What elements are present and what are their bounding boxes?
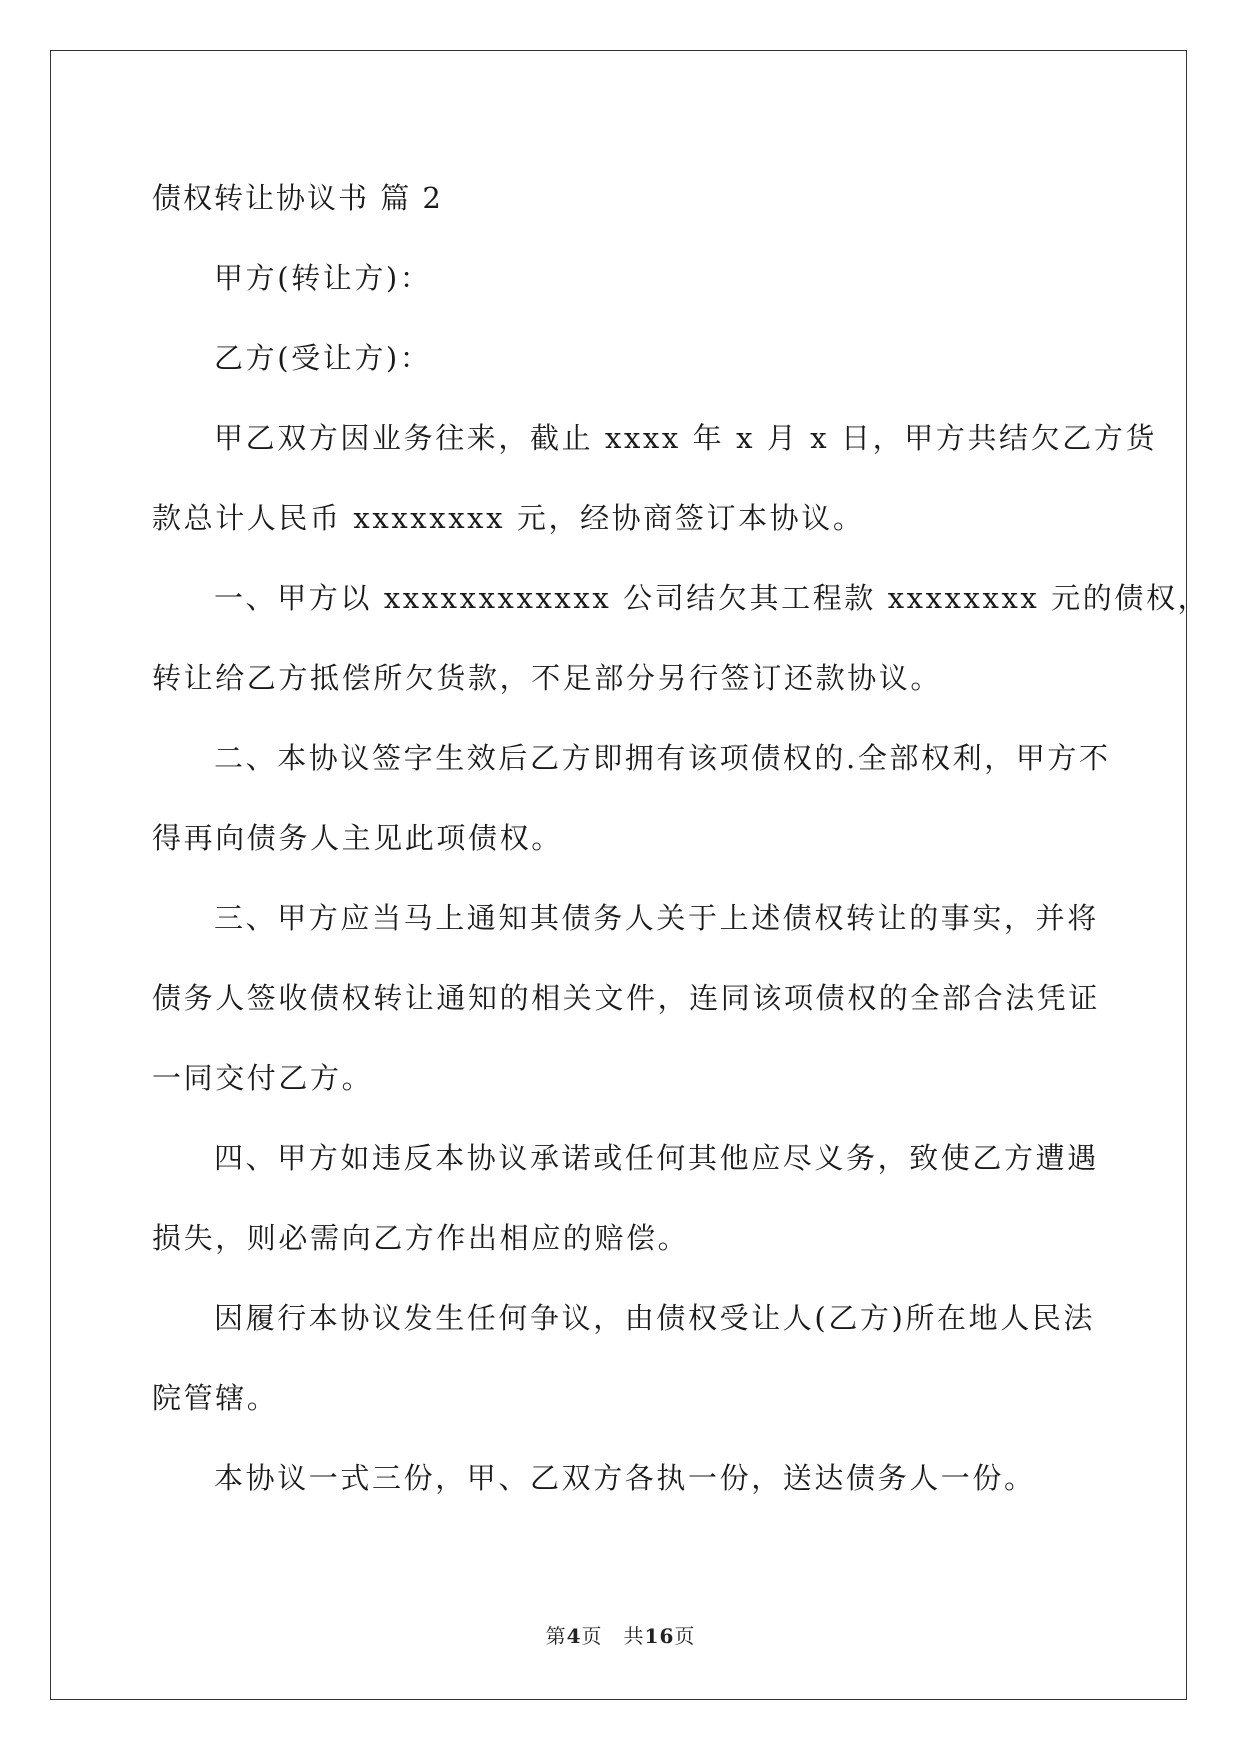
clause-4-line-2: 损失，则必需向乙方作出相应的赔偿。 [152,1221,690,1255]
party-b-line: 乙方(受让方)： [214,341,432,375]
footer-total-pages: 16 [644,1624,675,1648]
document-title: 债权转让协议书 篇 2 [152,181,443,215]
clause-2-line-1: 二、本协议签字生效后乙方即拥有该项债权的.全部权利，甲方不 [214,741,1111,775]
footer-page-mid: 页 共 [581,1624,645,1648]
footer-page-number: 4 [566,1624,582,1648]
clause-1-line-1: 一、甲方以 xxxxxxxxxxxx 公司结欠其工程款 xxxxxxxx 元的债权， [214,581,1210,615]
copies-line: 本协议一式三份，甲、乙双方各执一份，送达债务人一份。 [214,1461,1036,1495]
clause-4-line-1: 四、甲方如违反本协议承诺或任何其他应尽义务，致使乙方遭遇 [214,1141,1099,1175]
clause-1-line-2: 转让给乙方抵偿所欠货款，不足部分另行签订还款协议。 [152,661,943,695]
footer-page-prefix: 第 [545,1624,567,1648]
preamble-line-2: 款总计人民币 xxxxxxxx 元，经协商签订本协议。 [152,501,865,535]
page-footer [0,1620,1241,1649]
clause-3-line-3: 一同交付乙方。 [152,1061,374,1095]
document-body [152,158,1210,1518]
dispute-line-2: 院管辖。 [152,1381,279,1415]
clause-3-line-1: 三、甲方应当马上通知其债务人关于上述债权转让的事实，并将 [214,901,1099,935]
party-a-line: 甲方(转让方)： [214,261,432,295]
footer-page-suffix: 页 [674,1624,696,1648]
dispute-line-1: 因履行本协议发生任何争议，由债权受让人(乙方)所在地人民法 [214,1301,1096,1335]
preamble-line-1: 甲乙双方因业务往来，截止 xxxx 年 x 月 x 日，甲方共结欠乙方货 [214,421,1158,455]
clause-2-line-2: 得再向债务人主见此项债权。 [152,821,563,855]
clause-3-line-2: 债务人签收债权转让通知的相关文件，连同该项债权的全部合法凭证 [152,981,1101,1015]
